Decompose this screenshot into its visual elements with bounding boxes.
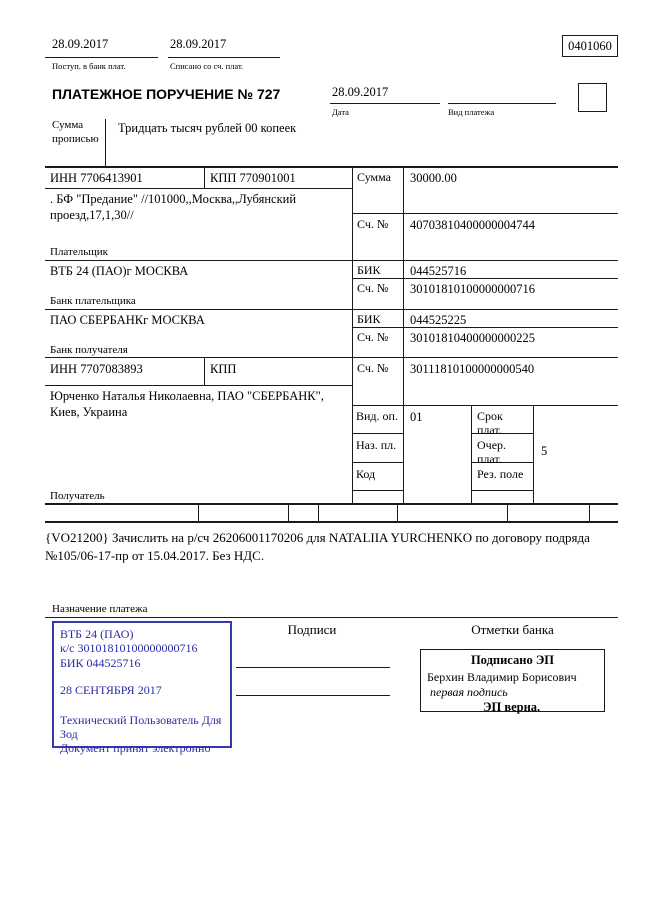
payment-kind-checkbox bbox=[578, 83, 607, 112]
debited-label: Списано со сч. плат. bbox=[170, 61, 244, 71]
table-line bbox=[533, 405, 534, 503]
payer-inn: ИНН 7706413901 bbox=[50, 171, 143, 185]
receiver-section-label: Получатель bbox=[50, 490, 105, 502]
table-line bbox=[352, 433, 403, 434]
op-type-label: Вид. оп. bbox=[356, 409, 398, 423]
signature-kind: первая подпись bbox=[430, 685, 508, 699]
table-line bbox=[403, 166, 404, 503]
table-line bbox=[352, 166, 353, 503]
table-line bbox=[45, 521, 618, 523]
payer-kpp: КПП 770901001 bbox=[210, 171, 296, 185]
stamp-date: 28 СЕНТЯБРЯ 2017 bbox=[60, 683, 162, 698]
table-line bbox=[45, 503, 618, 505]
payment-purpose-label: Назначение платежа bbox=[52, 603, 148, 615]
divider bbox=[105, 119, 106, 166]
priority-value: 5 bbox=[541, 444, 548, 458]
payer-bank-account: 30101810100000000716 bbox=[410, 282, 535, 296]
table-line bbox=[352, 327, 618, 328]
payer-bank-name: ВТБ 24 (ПАО)г МОСКВА bbox=[50, 264, 189, 278]
debited-date: 28.09.2017 bbox=[170, 37, 227, 51]
op-type-value: 01 bbox=[410, 410, 423, 424]
receiver-bank-section-label: Банк получателя bbox=[50, 344, 128, 356]
table-line bbox=[471, 490, 533, 491]
bank-electronic-stamp bbox=[52, 621, 232, 756]
table-line bbox=[352, 462, 403, 463]
due-date-label: Срок плат. bbox=[477, 409, 503, 437]
table-line bbox=[352, 278, 618, 279]
payment-type-label: Вид платежа bbox=[448, 107, 495, 117]
received-in-bank-date: 28.09.2017 bbox=[52, 37, 109, 51]
table-line bbox=[45, 188, 352, 189]
stamp-user-line1: Технический Пользователь Для bbox=[60, 712, 222, 727]
stamp-bik: БИК 044525716 bbox=[60, 655, 141, 670]
stamp-corr-account: к/с 30101810100000000716 bbox=[60, 641, 198, 656]
table-line bbox=[397, 503, 398, 521]
table-line bbox=[352, 490, 403, 491]
document-title: ПЛАТЕЖНОЕ ПОРУЧЕНИЕ № 727 bbox=[52, 86, 281, 102]
receiver-bank-name: ПАО СБЕРБАНКг МОСКВА bbox=[50, 313, 205, 327]
amount-words-label: Сумма прописью bbox=[52, 119, 99, 145]
signer-name: Берхин Владимир Борисович bbox=[427, 670, 577, 684]
signed-ep-title: Подписано ЭП bbox=[470, 653, 555, 667]
table-line bbox=[45, 357, 618, 358]
bank-marks-label: Отметки банка bbox=[471, 622, 554, 637]
table-line bbox=[352, 405, 618, 406]
payer-bank-section-label: Банк плательщика bbox=[50, 295, 136, 307]
table-line bbox=[45, 309, 618, 310]
received-in-bank-label: Поступ. в банк плат. bbox=[52, 61, 126, 71]
table-line bbox=[318, 503, 319, 521]
payer-name: . БФ "Предание" //101000,,Москва,,Лубянский проезд,17,1,30// bbox=[50, 192, 297, 223]
receiver-kpp: КПП bbox=[210, 362, 237, 376]
payment-purpose-text: {VO21200} Зачислить на р/сч 26206001170206 для NATALIIA YURCHENKO по договору подряда №105/06-17-пр от 15.04.2017. Без НДС. bbox=[45, 530, 590, 563]
form-code-box: 0401060 bbox=[562, 35, 618, 57]
bank-marks-box bbox=[420, 649, 605, 712]
signatures-label: Подписи bbox=[287, 622, 337, 637]
receiver-inn: ИНН 7707083893 bbox=[50, 362, 143, 376]
receiver-bank-account-label: Сч. № bbox=[357, 330, 389, 344]
stamp-note: Документ принят электронно bbox=[60, 741, 211, 756]
receiver-bank-account: 30101810400000000225 bbox=[410, 331, 535, 345]
table-line bbox=[471, 405, 472, 503]
payer-bank-bik-label: БИК bbox=[357, 263, 381, 277]
signature-line bbox=[236, 695, 390, 696]
divider bbox=[330, 103, 440, 104]
signature-line bbox=[236, 667, 390, 668]
table-line bbox=[288, 503, 289, 521]
sum-value: 30000.00 bbox=[410, 171, 457, 185]
reserve-field-label: Рез. поле bbox=[477, 467, 524, 481]
stamp-user-line2: Зод bbox=[60, 726, 78, 741]
table-line bbox=[204, 357, 205, 385]
purpose-kind-label: Наз. пл. bbox=[356, 438, 397, 452]
divider bbox=[45, 57, 158, 58]
table-line bbox=[198, 503, 199, 521]
divider bbox=[168, 57, 280, 58]
stamp-bank-name: ВТБ 24 (ПАО) bbox=[60, 627, 134, 641]
table-line bbox=[45, 166, 618, 168]
document-date: 28.09.2017 bbox=[332, 85, 389, 99]
receiver-name: Юрченко Наталья Николаевна, ПАО "СБЕРБАНК", Киев, Украина bbox=[50, 389, 324, 420]
receiver-account: 30111810100000000540 bbox=[410, 362, 535, 376]
receiver-bank-bik-label: БИК bbox=[357, 312, 381, 326]
table-line bbox=[589, 503, 590, 521]
payer-account: 40703810400000004744 bbox=[410, 218, 535, 232]
sum-label: Сумма bbox=[357, 170, 391, 184]
divider bbox=[448, 103, 556, 104]
payer-section-label: Плательщик bbox=[50, 246, 108, 258]
priority-label: Очер. плат. bbox=[477, 438, 507, 466]
payer-bank-bik: 044525716 bbox=[410, 264, 467, 278]
table-line bbox=[45, 385, 352, 386]
ep-verified-text: ЭП верна. bbox=[483, 700, 541, 714]
receiver-account-label: Сч. № bbox=[357, 361, 389, 375]
code-label: Код bbox=[356, 467, 376, 481]
table-line bbox=[352, 213, 618, 214]
payer-account-label: Сч. № bbox=[357, 217, 389, 231]
table-line bbox=[507, 503, 508, 521]
payer-bank-account-label: Сч. № bbox=[357, 281, 389, 295]
receiver-bank-bik: 044525225 bbox=[410, 313, 467, 327]
table-line bbox=[45, 260, 618, 261]
date-label: Дата bbox=[332, 107, 349, 117]
table-line bbox=[45, 617, 618, 618]
amount-words-value: Тридцать тысяч рублей 00 копеек bbox=[118, 121, 297, 135]
table-line bbox=[204, 166, 205, 188]
